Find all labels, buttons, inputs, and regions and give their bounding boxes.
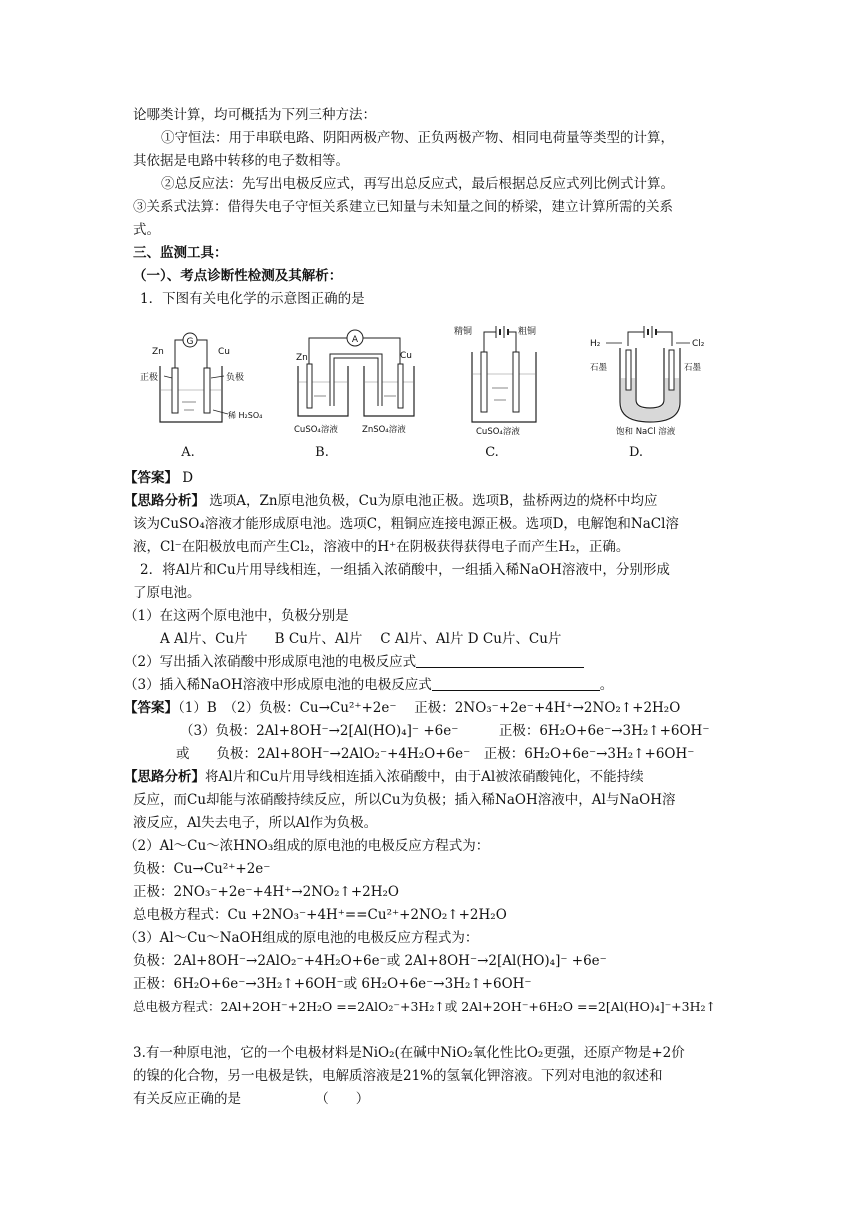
text-line: 式。 (133, 222, 160, 238)
option-d-label: D. (628, 445, 644, 460)
sentence-end: 。 (599, 677, 614, 693)
figure-d-right-graphite-label: 石墨 (684, 363, 702, 373)
text-line: ①守恒法：用于串联电路、阴阳两极产物、正负两极产物、相同电荷量等类型的计算， (161, 130, 674, 146)
answer-blank (432, 676, 600, 691)
answer-label: 【答案】 (124, 700, 178, 716)
figure-c-pure-copper-label: 精铜 (454, 327, 473, 337)
question-2-part-2 (124, 652, 584, 672)
figure-c-crude-copper-label: 粗铜 (518, 327, 537, 337)
figure-b-salt-bridge-cell (292, 326, 422, 436)
text-line: ②总反应法：先写出电极反应式，再写出总反应式，最后根据总反应式列比例式计算。 (161, 176, 674, 192)
text-line: 负极：2Al+8OH⁻→2AlO₂⁻+4H₂O+6e⁻或 2Al+8OH⁻→2[Al(HO)₄]⁻ +6e⁻ (133, 953, 607, 969)
figure-b-cu-label: Cu (400, 351, 412, 361)
analysis-2 (124, 767, 644, 787)
text-line: （2）Al～Cu～浓HNO₃组成的原电池的电极反应方程式为： (124, 838, 490, 854)
option-c-label: C. (485, 445, 499, 460)
text-line: 论哪类计算，均可概括为下列三种方法： (133, 107, 376, 123)
text-line: 总电极方程式：2Al+2OH⁻+2H₂O ==2AlO₂⁻+3H₂↑或 2Al+2OH⁻+6H₂O ==2[Al(HO)₄]⁻+3H₂↑ (133, 999, 716, 1014)
figure-a-galvanic-cell (140, 318, 263, 433)
figure-c-solution-label: CuSO₄溶液 (476, 427, 520, 437)
question-2-part-1: （1）在这两个原电池中，负极分别是 (124, 608, 349, 624)
question-2-options: A Al片、Cu片 B Cu片、Al片 C Al片、Al片 D Cu片、Cu片 (160, 631, 562, 647)
answer-1 (124, 468, 193, 488)
answer-2 (124, 698, 680, 718)
text-line: 正极：2NO₃⁻+2e⁻+4H⁺→2NO₂↑+2H₂O (133, 884, 399, 900)
text-line: 有关反应正确的是 （ ） (133, 1091, 370, 1107)
text-line: 负极：Cu→Cu²⁺+2e⁻ (133, 861, 271, 877)
answer-blank (416, 653, 584, 668)
analysis-text: 将Al片和Cu片用导线相连插入浓硝酸中，由于Al被浓硝酸钝化，不能持续 (205, 769, 644, 785)
option-a-label: A. (181, 445, 195, 460)
analysis-1 (124, 491, 658, 511)
figure-b-left-solution: CuSO₄溶液 (294, 425, 338, 435)
question-3: 3.有一种原电池，它的一个电极材料是NiO₂(在碱中NiO₂氧化性比O₂更强，还原产物是+2价 (133, 1045, 685, 1061)
text-line: 液，Cl⁻在阳极放电而产生Cl₂，溶液中的H⁺在阴极获得获得电子而产生H₂，正确。 (133, 539, 630, 555)
text-line: 的镍的化合物，另一电极是铁，电解质溶液是21%的氢氧化钾溶液。下列对电池的叙述和 (133, 1068, 663, 1084)
figure-a-cu-label: Cu (218, 347, 230, 357)
figure-a-zn-label: Zn (152, 347, 164, 357)
text-line: （3）负极：2Al+8OH⁻→2[Al(HO)₄]⁻ +6e⁻ 正极：6H₂O+6e⁻→3H₂↑+6OH⁻ (180, 723, 710, 739)
question-text: （2）写出插入浓硝酸中形成原电池的电极反应式 (124, 654, 417, 670)
figure-b-meter-label: A (351, 335, 359, 345)
text-line: 反应，而Cu却能与浓硝酸持续反应，所以Cu为负极；插入稀NaOH溶液中，Al与NaOH溶 (133, 792, 676, 808)
figure-a-meter-label: G (186, 337, 194, 347)
question-1: 1．下图有关电化学的示意图正确的是 (140, 291, 365, 307)
text-line: （3）Al～Cu～NaOH组成的原电池的电极反应方程式为： (124, 930, 479, 946)
figure-d-h2-label: H₂ (590, 339, 601, 349)
answer-text: （1）B （2）负极：Cu→Cu²⁺+2e⁻ 正极：2NO₃⁻+2e⁻+4H⁺→2NO₂↑+2H₂O (178, 700, 681, 716)
figure-d-electrolysis-cell (588, 322, 708, 437)
section-heading: 三、监测工具： (133, 245, 228, 261)
text-line: 正极：6H₂O+6e⁻→3H₂↑+6OH⁻或 6H₂O+6e⁻→3H₂↑+6OH⁻ (133, 976, 532, 992)
question-2: 2．将Al片和Cu片用导线相连，一组插入浓硝酸中，一组插入稀NaOH溶液中，分别形成 (140, 562, 670, 578)
figure-d-left-graphite-label: 石墨 (590, 363, 608, 373)
figure-d-solution-label: 饱和 NaCl 溶液 (616, 427, 676, 437)
subsection-heading: （一）、考点诊断性检测及其解析： (133, 268, 343, 284)
figure-d-cl2-label: Cl₂ (692, 339, 705, 349)
analysis-text: 选项A，Zn原电池负极，Cu为原电池正极。选项B，盐桥两边的烧杯中均应 (205, 493, 658, 509)
analysis-label: 【思路分析】 (124, 769, 205, 785)
figure-a-positive-label: 正极 (140, 373, 159, 383)
analysis-label: 【思路分析】 (124, 493, 205, 509)
text-line: 总电极方程式：Cu +2NO₃⁻+4H⁺==Cu²⁺+2NO₂↑+2H₂O (133, 907, 507, 923)
text-line: 该为CuSO₄溶液才能形成原电池。选项C，粗铜应连接电源正极。选项D，电解饱和NaCl溶 (133, 516, 679, 532)
answer-label: 【答案】 (124, 470, 178, 486)
figure-a-negative-label: 负极 (226, 373, 245, 383)
figure-b-right-solution: ZnSO₄溶液 (362, 425, 406, 435)
text-line: 其依据是电路中转移的电子数相等。 (133, 153, 349, 169)
figure-c-electrorefining-cell (454, 322, 564, 437)
text-line: 液反应，Al失去电子，所以Al作为负极。 (133, 815, 378, 831)
text-line: 了原电池。 (133, 585, 201, 601)
figure-b-zn-label: Zn (296, 353, 308, 363)
question-2-part-3 (124, 675, 613, 695)
text-line: 或 负极：2Al+8OH⁻→2AlO₂⁻+4H₂O+6e⁻ 正极：6H₂O+6e⁻→3H₂↑+6OH⁻ (176, 746, 695, 762)
question-text: （3）插入稀NaOH溶液中形成原电池的电极反应式 (124, 677, 432, 693)
answer-value: D (178, 470, 194, 486)
figure-a-solution-label: 稀 H₂SO₄ (228, 411, 263, 420)
option-b-label: B. (315, 445, 329, 460)
text-line: ③关系式法算：借得失电子守恒关系建立已知量与未知量之间的桥梁，建立计算所需的关系 (133, 199, 673, 215)
